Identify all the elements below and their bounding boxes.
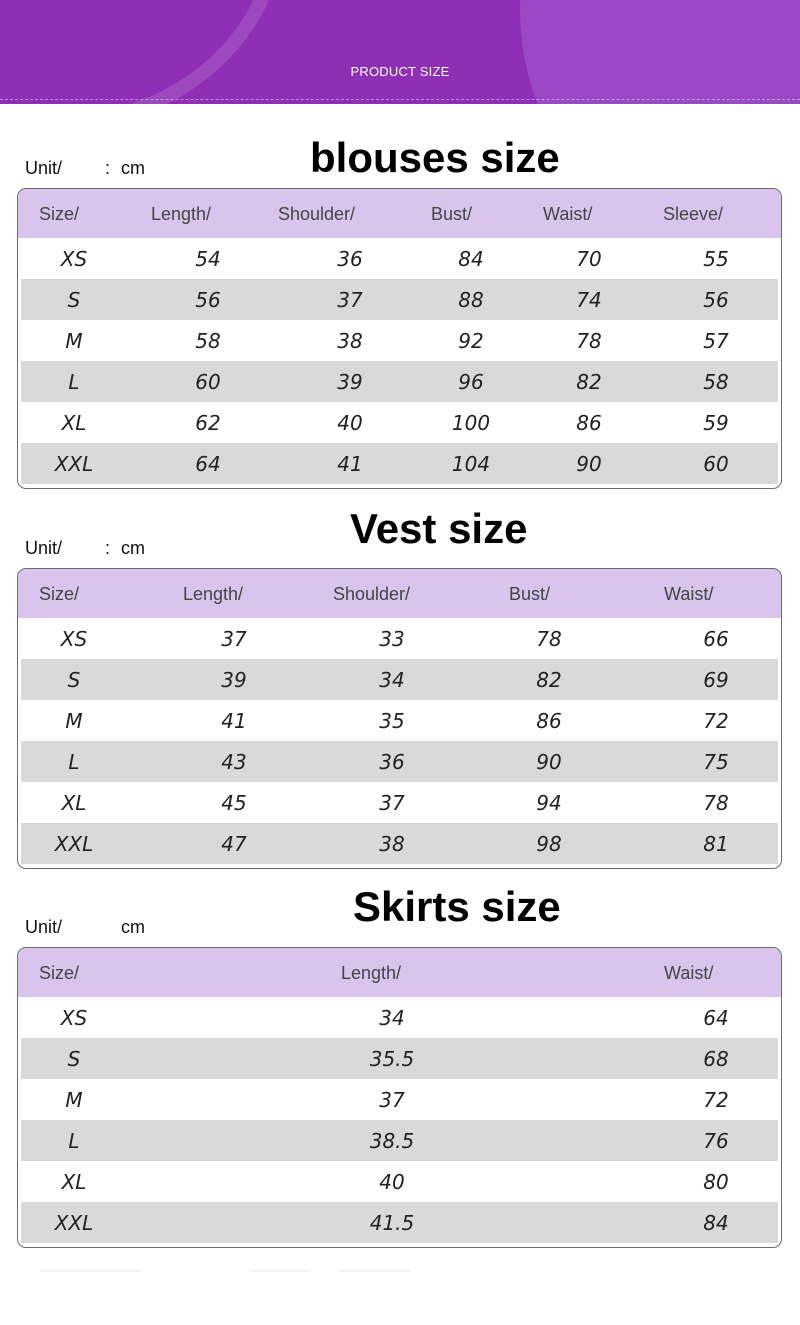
table-row — [21, 443, 778, 484]
table-cell: 86 — [576, 411, 602, 435]
table-cell: 60 — [703, 452, 729, 476]
table-cell: 96 — [458, 370, 484, 394]
table-cell: 94 — [536, 791, 562, 815]
table-cell: 33 — [379, 627, 405, 651]
banner-dashed-line — [0, 99, 800, 100]
table-cell: S — [67, 668, 81, 692]
table-cell: 54 — [195, 247, 221, 271]
size-table-vest — [17, 568, 782, 869]
table-cell: 98 — [536, 832, 562, 856]
section-title-vest: Vest size — [350, 505, 528, 552]
table-cell: 76 — [703, 1129, 729, 1153]
table-cell: 59 — [703, 411, 729, 435]
table-cell: 57 — [703, 329, 729, 353]
column-header-length: Length/ — [341, 963, 402, 983]
table-row — [18, 320, 781, 361]
table-cell: 70 — [576, 247, 602, 271]
column-header-waist: Waist/ — [664, 963, 714, 983]
table-cell: 37 — [379, 1088, 405, 1112]
column-header-length: Length/ — [183, 584, 244, 604]
table-cell: 34 — [379, 1006, 405, 1030]
table-row — [21, 361, 778, 402]
table-cell: XL — [61, 411, 87, 435]
unit-label-text: Unit/ — [25, 917, 63, 937]
table-header — [18, 948, 781, 997]
unit-value: cm — [121, 538, 145, 558]
table-cell: XS — [60, 247, 88, 271]
section-title-skirts: Skirts size — [353, 883, 561, 930]
table-cell: 55 — [703, 247, 729, 271]
table-cell: 68 — [703, 1047, 729, 1071]
table-cell: XL — [61, 1170, 87, 1194]
table-cell: 36 — [337, 247, 363, 271]
table-cell: 39 — [337, 370, 363, 394]
table-cell: 72 — [703, 1088, 729, 1112]
column-header-waist: Waist/ — [664, 584, 714, 604]
column-header-length: Length/ — [151, 204, 212, 224]
table-row — [18, 1161, 781, 1202]
table-cell: XS — [60, 627, 88, 651]
unit-label-blouses — [25, 158, 145, 179]
banner-circle-decoration — [520, 0, 800, 104]
table-cell: 40 — [337, 411, 363, 435]
unit-label-skirts — [25, 917, 145, 938]
table-cell: 78 — [536, 627, 562, 651]
table-cell: 88 — [458, 288, 484, 312]
table-cell: 37 — [379, 791, 405, 815]
column-header-size: Size/ — [39, 204, 80, 224]
table-cell: S — [67, 288, 81, 312]
table-cell: M — [65, 1088, 83, 1112]
table-cell: 40 — [379, 1170, 405, 1194]
section-title-blouses: blouses size — [310, 134, 560, 181]
unit-label-vest — [25, 538, 145, 559]
table-cell: 47 — [221, 832, 247, 856]
column-header-waist: Waist/ — [543, 204, 593, 224]
table-cell: 78 — [576, 329, 602, 353]
table-cell: 84 — [703, 1211, 729, 1235]
table-cell: 56 — [195, 288, 221, 312]
column-header-shoulder: Shoulder/ — [278, 204, 356, 224]
table-cell: 37 — [337, 288, 363, 312]
column-header-size: Size/ — [39, 584, 80, 604]
table-cell: 43 — [221, 750, 247, 774]
table-cell: 34 — [379, 668, 405, 692]
table-cell: 37 — [221, 627, 247, 651]
table-row — [18, 402, 781, 443]
table-cell: 86 — [536, 709, 562, 733]
banner-arc-decoration — [0, 0, 288, 104]
table-cell: XXL — [54, 832, 94, 856]
banner-title: PRODUCT SIZE — [350, 64, 450, 79]
table-row — [18, 782, 781, 823]
column-header-shoulder: Shoulder/ — [333, 584, 411, 604]
table-cell: M — [65, 329, 83, 353]
table-cell: XXL — [54, 1211, 94, 1235]
column-header-bust: Bust/ — [431, 204, 473, 224]
table-cell: L — [68, 1129, 80, 1153]
table-cell: 56 — [703, 288, 729, 312]
table-row — [21, 659, 778, 700]
table-row — [21, 1038, 778, 1079]
unit-label-text: Unit/ — [25, 158, 63, 178]
column-header-sleeve: Sleeve/ — [663, 204, 724, 224]
table-row — [18, 1079, 781, 1120]
table-cell: XL — [61, 791, 87, 815]
table-cell: 35.5 — [369, 1047, 415, 1071]
table-cell: 64 — [195, 452, 221, 476]
table-cell: L — [68, 370, 80, 394]
table-cell: 72 — [703, 709, 729, 733]
table-row — [21, 279, 778, 320]
unit-value: cm — [121, 917, 145, 937]
table-row — [18, 238, 781, 279]
table-cell: 75 — [703, 750, 729, 774]
table-cell: S — [67, 1047, 81, 1071]
header-banner — [0, 0, 800, 104]
table-cell: 41 — [337, 452, 363, 476]
table-cell: 60 — [195, 370, 221, 394]
size-table-skirts — [17, 947, 782, 1248]
size-table-blouses — [17, 188, 782, 489]
table-cell: 92 — [458, 329, 484, 353]
column-header-size: Size/ — [39, 963, 80, 983]
table-cell: M — [65, 709, 83, 733]
unit-label-text: Unit/ — [25, 538, 63, 558]
table-cell: 100 — [451, 411, 491, 435]
table-cell: 74 — [576, 288, 602, 312]
table-cell: L — [68, 750, 80, 774]
table-cell: 58 — [703, 370, 729, 394]
unit-value: cm — [121, 158, 145, 178]
table-row — [18, 997, 781, 1038]
table-cell: 45 — [221, 791, 247, 815]
unit-separator: : — [105, 158, 111, 178]
table-header — [18, 189, 781, 238]
table-row — [21, 1120, 778, 1161]
table-row — [21, 823, 778, 864]
table-cell: 84 — [458, 247, 484, 271]
table-cell: 38 — [379, 832, 405, 856]
table-cell: 62 — [195, 411, 221, 435]
table-cell: 82 — [576, 370, 602, 394]
table-cell: 38.5 — [369, 1129, 415, 1153]
table-cell: 41.5 — [369, 1211, 415, 1235]
table-cell: 66 — [703, 627, 729, 651]
table-cell: 80 — [703, 1170, 729, 1194]
table-row — [21, 1202, 778, 1243]
table-row — [18, 700, 781, 741]
table-cell: 38 — [337, 329, 363, 353]
table-cell: 104 — [451, 452, 491, 476]
table-row — [21, 741, 778, 782]
table-cell: 69 — [703, 668, 729, 692]
table-cell: XS — [60, 1006, 88, 1030]
table-cell: 82 — [536, 668, 562, 692]
footer-faint-marks — [40, 1266, 440, 1286]
unit-separator: : — [105, 538, 111, 558]
table-cell: XXL — [54, 452, 94, 476]
table-header — [18, 569, 781, 618]
table-cell: 90 — [576, 452, 602, 476]
column-header-bust: Bust/ — [509, 584, 551, 604]
table-cell: 64 — [703, 1006, 729, 1030]
table-row — [18, 618, 781, 659]
table-cell: 58 — [195, 329, 221, 353]
table-cell: 41 — [221, 709, 247, 733]
table-cell: 39 — [221, 668, 247, 692]
table-cell: 36 — [379, 750, 405, 774]
table-cell: 81 — [703, 832, 729, 856]
table-cell: 90 — [536, 750, 562, 774]
table-cell: 35 — [379, 709, 405, 733]
table-cell: 78 — [703, 791, 729, 815]
